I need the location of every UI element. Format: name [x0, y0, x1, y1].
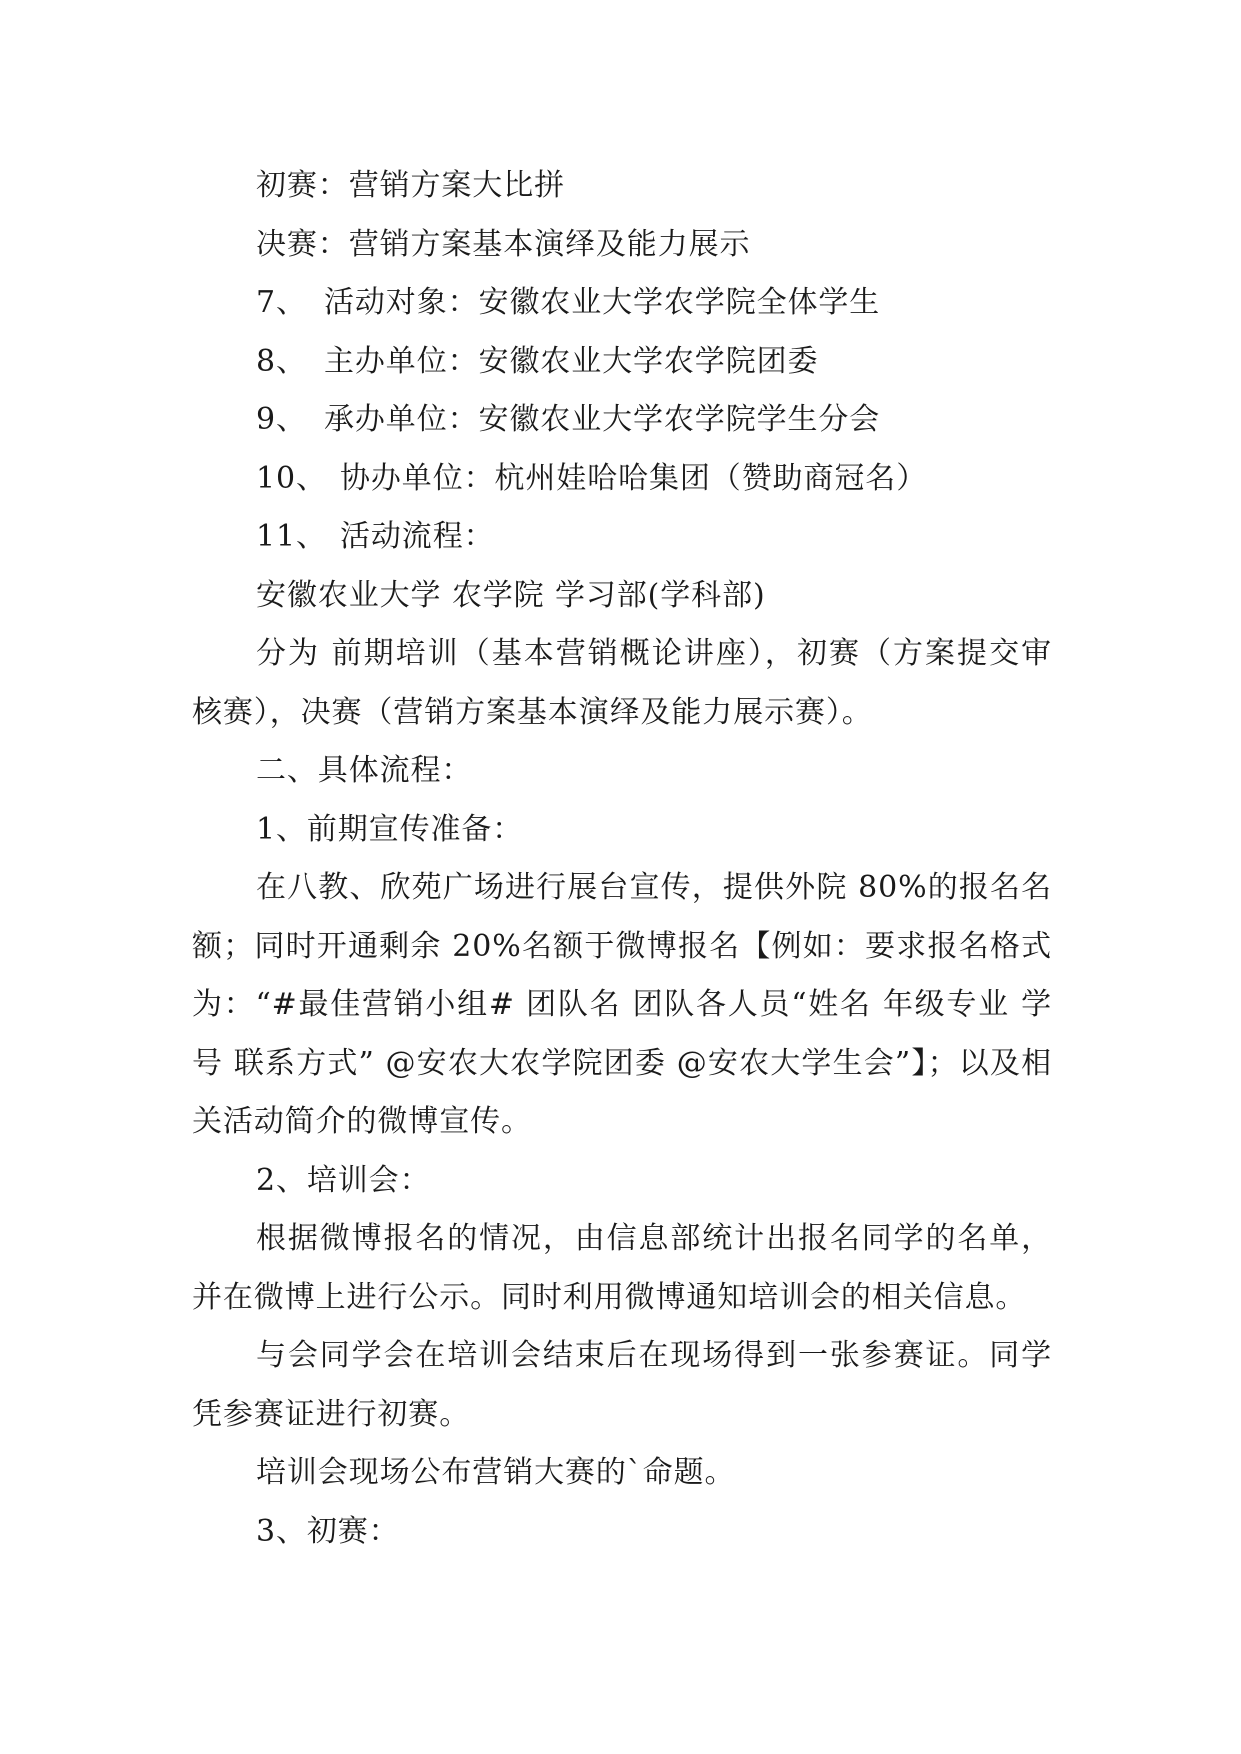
- training-paragraph: 根据微博报名的情况，由信息部统计出报名同学的名单，并在微博上进行公示。同时利用微博通知培训会的相关信息。: [192, 1221, 1052, 1315]
- section-heading: 二、具体流程：: [256, 753, 473, 788]
- training-paragraph: 培训会现场公布营销大赛的`命题。: [256, 1455, 736, 1490]
- step-heading: 1、前期宣传准备：: [256, 811, 524, 847]
- promotion-paragraph: 在八教、欣苑广场进行展台宣传，提供外院 80%的报名名额；同时开通剩余 20%名额于微博报名【例如：要求报名格式为：“#最佳营销小组# 团队名 团队各人员“姓名 年级专业 学号 联系方式” @安农大农学院团委 @安农大学生会”】；以及相关活动简介的微博宣传。: [192, 870, 1052, 1139]
- list-item-number: 11、: [256, 519, 327, 554]
- list-item: [192, 450, 1052, 509]
- list-item-number: 8、: [256, 343, 307, 379]
- organizer-line: 安徽农业大学 农学院 学习部(学科部): [256, 577, 766, 613]
- list-item-number: 7、: [256, 285, 307, 320]
- list-item: [192, 391, 1052, 450]
- step-heading: 3、初赛：: [256, 1513, 400, 1549]
- list-item-text: 主办单位：安徽农业大学农学院团委: [324, 343, 819, 379]
- list-item-text: 活动流程：: [340, 519, 495, 554]
- list-item: [192, 274, 1052, 333]
- stages-paragraph: 分为 前期培训（基本营销概论讲座），初赛（方案提交审核赛），决赛（营销方案基本演绎及能力展示赛）。: [192, 636, 1052, 730]
- list-item-text: 活动对象：安徽农业大学农学院全体学生: [324, 285, 881, 320]
- list-item-text: 协办单位：杭州娃哈哈集团（赞助商冠名）: [340, 460, 928, 496]
- list-item: [192, 333, 1052, 392]
- training-paragraph: 与会同学会在培训会结束后在现场得到一张参赛证。同学凭参赛证进行初赛。: [192, 1338, 1052, 1432]
- step-heading: 2、培训会：: [256, 1162, 431, 1198]
- list-item-number: 10、: [256, 460, 327, 496]
- list-item-text: 承办单位：安徽农业大学农学院学生分会: [324, 402, 881, 437]
- prelim-line: 初赛：营销方案大比拼: [256, 168, 565, 203]
- final-line: 决赛：营销方案基本演绎及能力展示: [256, 226, 751, 262]
- list-item-number: 9、: [256, 402, 307, 437]
- list-item: [192, 508, 1052, 567]
- document-body: [192, 157, 1052, 1561]
